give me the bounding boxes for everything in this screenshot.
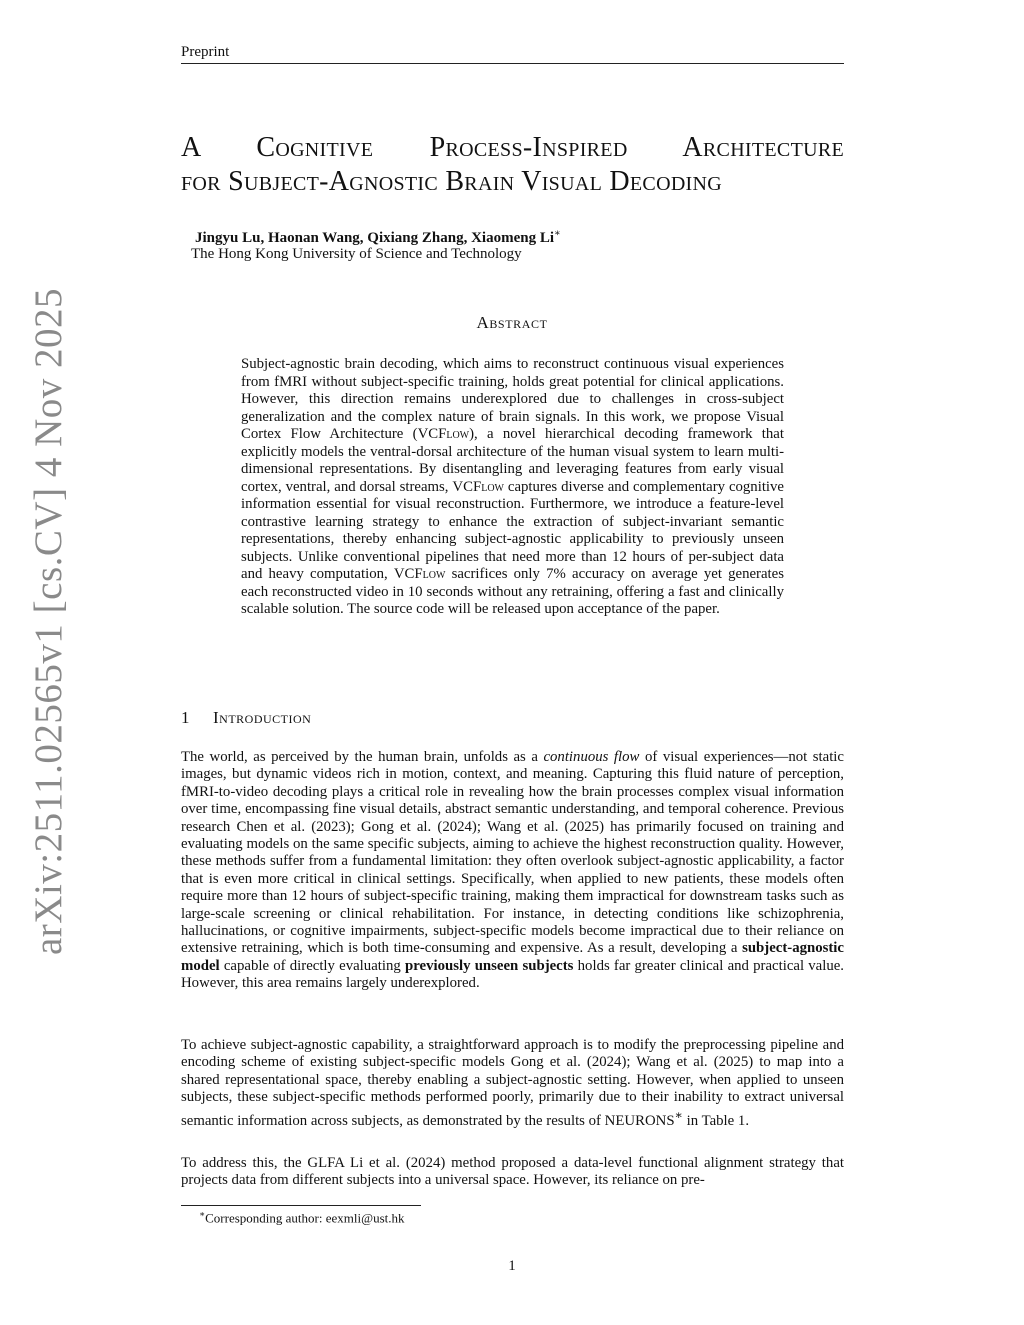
vcflow-name: VCFlow xyxy=(417,426,470,442)
abstract-text-2: ), a novel hierarchical decoding framework that explicitly models the ventral-dorsal architecture of the human visual system to learn multi-dimensional representations. By disentangling and leveraging features from early visual cortex, ventral, and dorsal streams, xyxy=(241,426,784,495)
paragraph-text: To achieve subject-agnostic capability, a straightforward approach is to modify the preprocessing pipeline and encoding scheme of existing subject-specific models Gong et al. (2024); Wang et al. (2025) to map into a shared representational space, thereby enabling a subject-agnostic setting. However, when applied to unseen subjects, these subject-specific methods performed poorly, primarily due to their inability to extract universal semantic information across subjects, as demonstrated by the results of NEURONS xyxy=(181,1037,844,1129)
abstract-text-3: captures diverse and complementary cognitive information essential for visual reconstruction. Furthermore, we introduce a feature-level contrastive learning strategy to enhance the extraction of subject-invariant semantic representations, thereby enhancing subject-agnostic applicability to previously unseen subjects. Unlike conventional pipelines that need more than 12 hours of per-subject data and heavy computation, xyxy=(241,478,785,582)
affiliation: The Hong Kong University of Science and Technology xyxy=(191,246,522,262)
paragraph-3 xyxy=(181,1155,844,1190)
title-line-2: for Subject-Agnostic Brain Visual Decoding xyxy=(181,166,723,197)
paragraph-text: To address this, the GLFA Li et al. (2024) method proposed a data-level functional alignment strategy that projects data from different subjects into a universal space. However, its reliance on pre- xyxy=(181,1155,844,1189)
section-heading xyxy=(181,708,311,728)
footnote xyxy=(199,1209,405,1226)
section-number: 1 xyxy=(181,708,190,727)
abstract-body xyxy=(241,356,784,619)
paragraph-text: capable of directly evaluating xyxy=(219,957,405,974)
title-line-1: A Cognitive Process-Inspired Architecture xyxy=(181,132,844,163)
abstract-heading: Abstract xyxy=(476,313,548,332)
author-names: Jingyu Lu, Haonan Wang, Qixiang Zhang, Xiaomeng Li xyxy=(195,230,554,246)
bold-text: subject-agnostic model xyxy=(181,940,844,974)
page-number: 1 xyxy=(508,1258,516,1274)
footnote-text: Corresponding author: eexmli@ust.hk xyxy=(205,1210,405,1226)
section-title: Introduction xyxy=(213,708,312,727)
author-list xyxy=(195,228,561,247)
paragraph-text: of visual experiences—not static images, but dynamic videos rich in motion, context, and meaning. Capturing this fluid nature of perception, fMRI-to-video decoding plays a critical role in revealing how the brain processes complex visual information over time, encompassing fine visual details, abstract semantic understanding, and temporal coherence. Previous research Chen et al. (2023); Gong et al. (2024); Wang et al. (2025) has primarily focused on training and evaluating models on the same specific subjects, aiming to achieve the highest reconstruction quality. However, these methods suffer from a fundamental limitation: they often overlook subject-agnostic applicability, a factor that is even more critical in clinical settings. Specifically, when applied to new patients, these models often require more than 12 hours of subject-specific training, making them impractical for downstream tasks such as large-scale screening or clinical rehabilitation. For instance, in detecting conditions like schizophrenia, hallucinations, or cognitive impairments, subject-specific models become impractical due to their reliance on extensive retraining, which is both time-consuming and expensive. As a result, developing a xyxy=(181,749,844,957)
paragraph-text: The world, as perceived by the human brain, unfolds as a xyxy=(181,749,544,765)
footnote-rule xyxy=(181,1205,421,1206)
superscript-mark: ∗ xyxy=(674,1107,683,1122)
corresponding-mark: ∗ xyxy=(554,228,561,239)
abstract-text-4: sacrifices only 7% accuracy on average yet generates each reconstructed video in 10 seconds without any retraining, offering a fast and clinically scalable solution. The source code will be released upon acceptance of the paper. xyxy=(241,566,784,617)
paragraph-text: in Table 1. xyxy=(682,1112,750,1129)
paper-title xyxy=(181,131,844,199)
bold-text: previously unseen subjects xyxy=(404,957,574,974)
footnote-mark: ∗ xyxy=(199,1209,206,1219)
paragraph-1 xyxy=(181,749,844,993)
vcflow-name: VCFlow xyxy=(452,478,504,495)
paragraph-text: holds far greater clinical and practical value. However, this area remains largely underexplored. xyxy=(181,957,845,992)
arxiv-identifier-stamp: arXiv:2511.02565v1 [cs.CV] 4 Nov 2025 xyxy=(27,288,70,955)
vcflow-name: VCFlow xyxy=(393,566,446,582)
paragraph-2 xyxy=(181,1037,844,1130)
running-head: Preprint xyxy=(181,44,844,64)
abstract-text-1: Subject-agnostic brain decoding, which aims to reconstruct continuous visual experiences from fMRI without subject-specific training, holds great potential for clinical applications. However, this direction remains underexplored due to challenges in cross-subject generalization and the complex nature of brain signals. In this work, we propose Visual Cortex Flow Architecture ( xyxy=(241,356,784,442)
emphasis-text: continuous flow xyxy=(543,749,640,765)
